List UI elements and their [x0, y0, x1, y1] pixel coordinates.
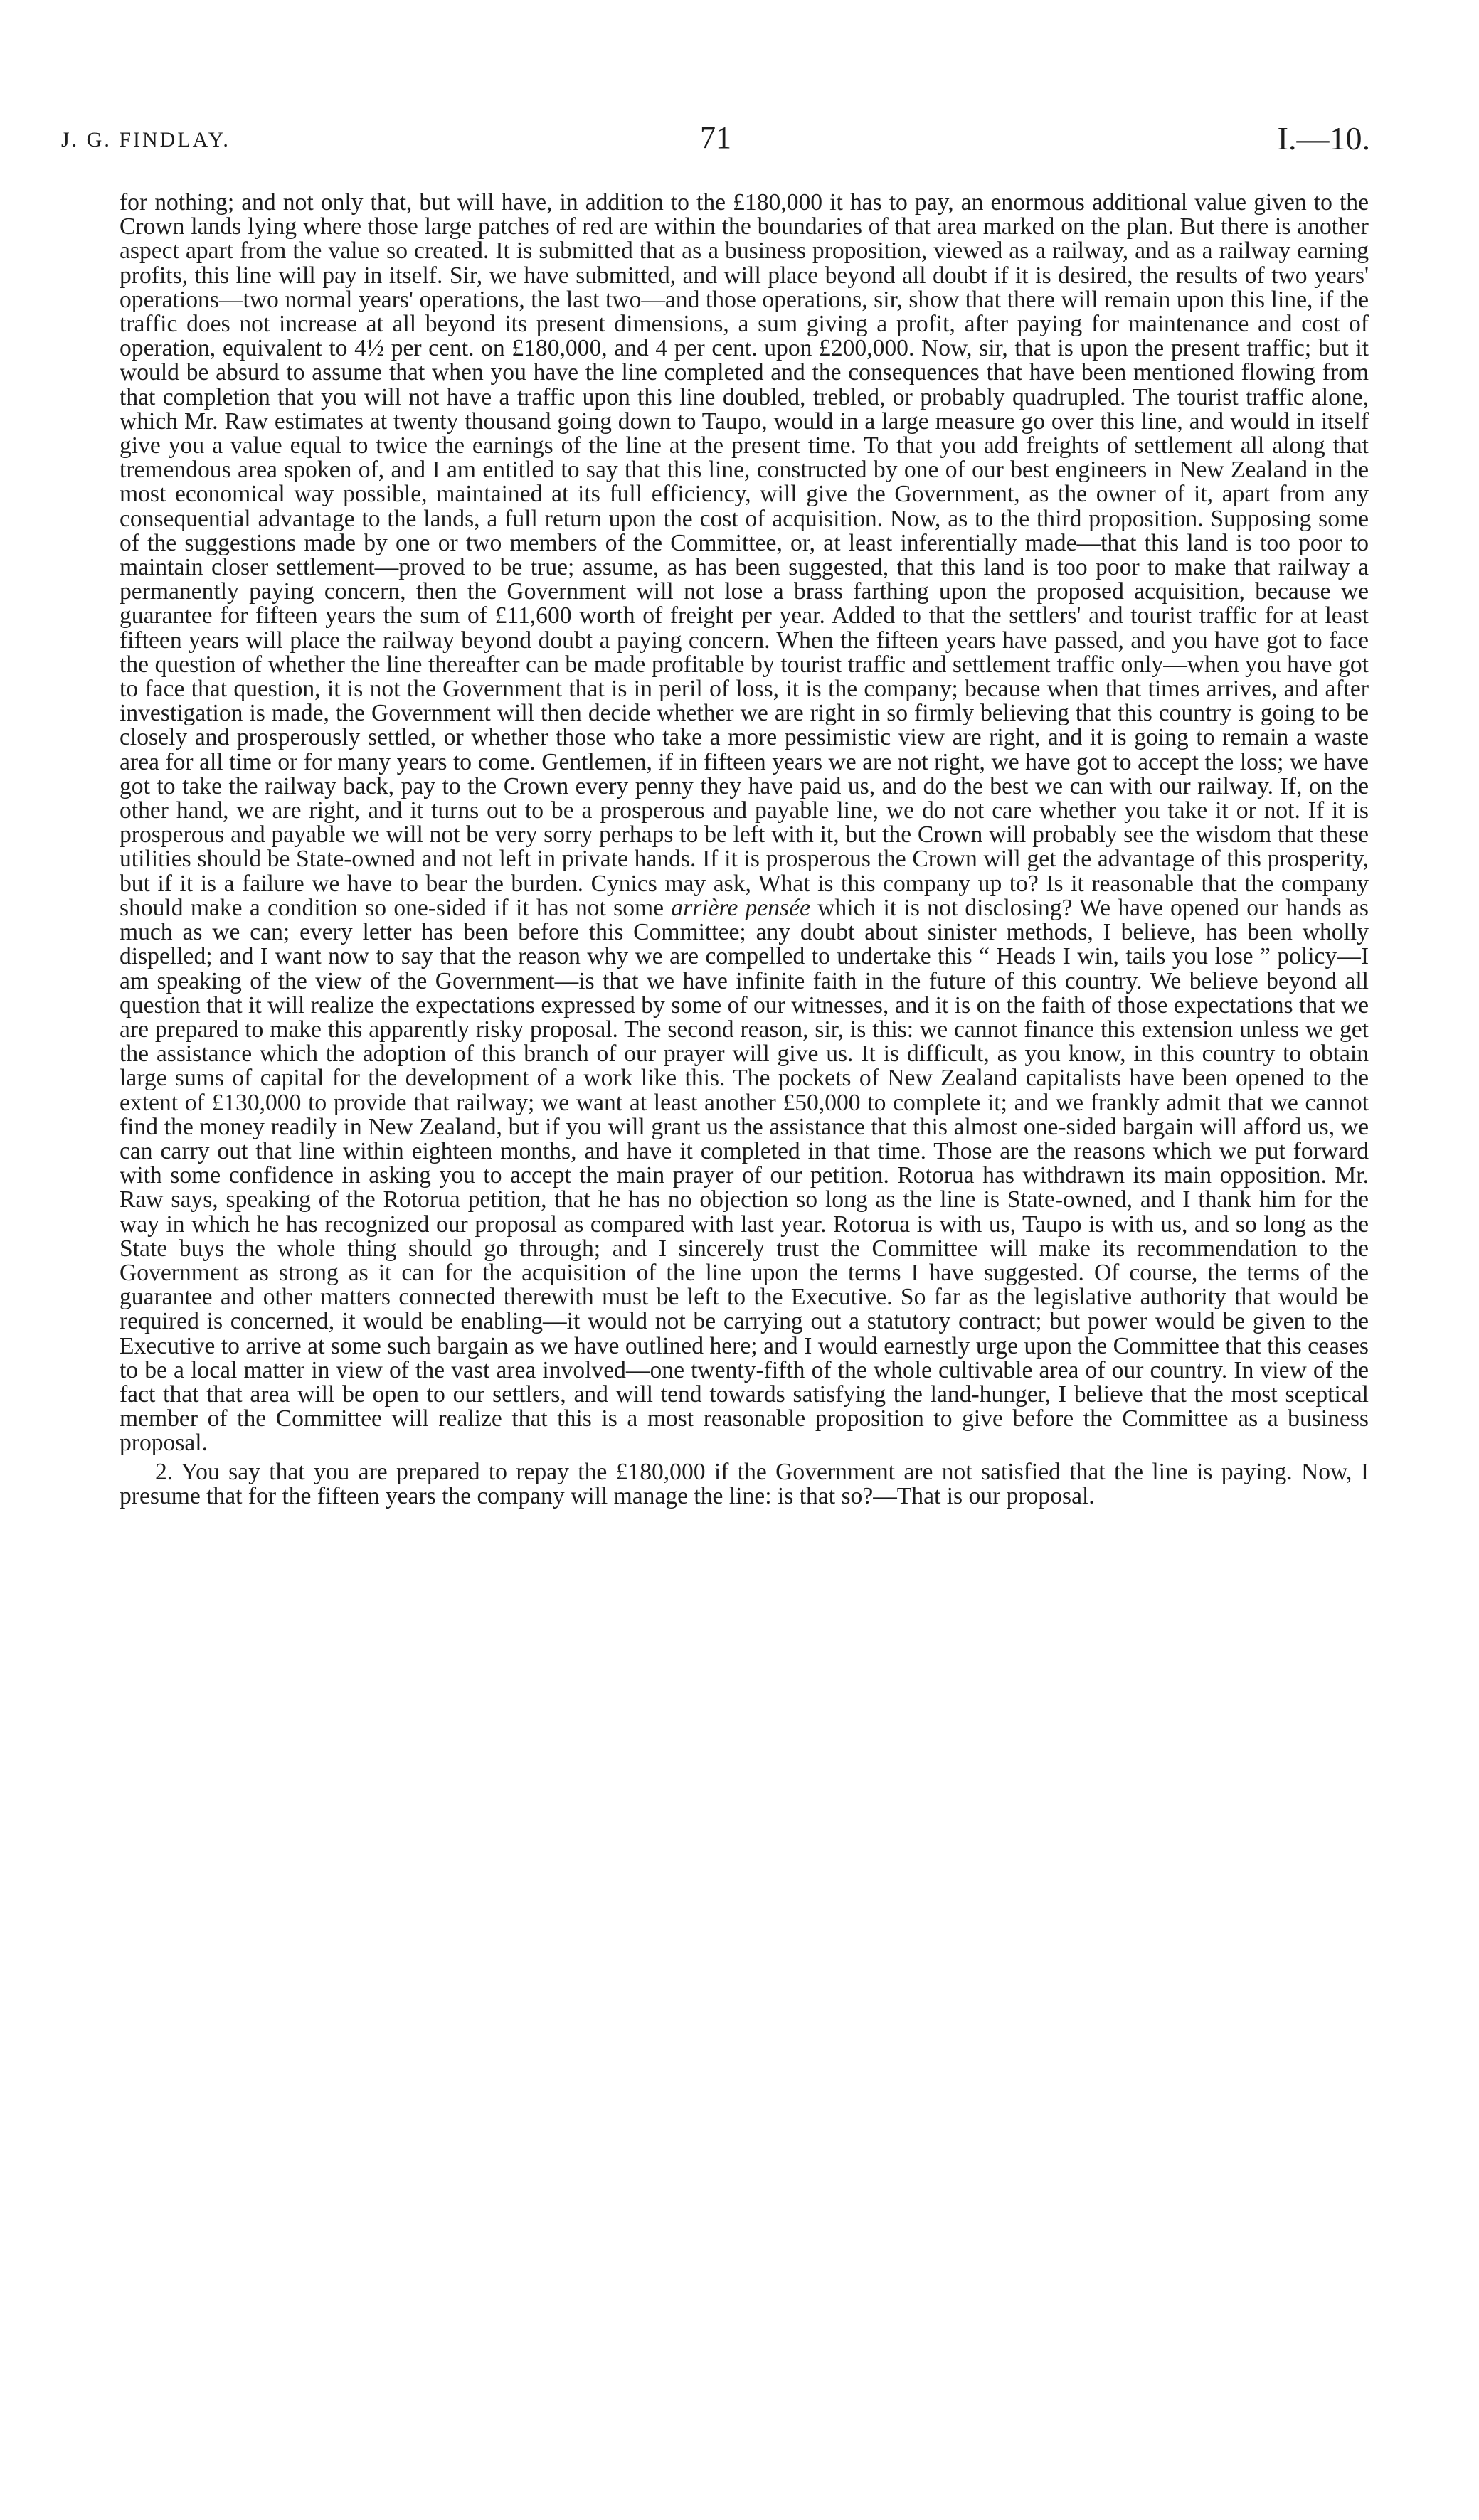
- foreign-phrase: arrière pensée: [671, 894, 810, 921]
- body-text: [120, 191, 1369, 1509]
- paragraph-evidence: [120, 191, 1369, 1456]
- page-number: 71: [700, 120, 731, 155]
- header-witness-name: J. G. FINDLAY.: [61, 128, 230, 151]
- page-header: [61, 119, 1370, 169]
- paragraph-text-end: which it is not disclosing? We have opened our hands as much as we can; every letter has been before this Committee; any doubt about sinister methods, I believe, has been wholly dispelled; and I want now to say that the reason why we are compelled to undertake this “ Heads I win, tails you lose ” policy—I am speaking of the view of the Government—is that we have infinite faith in the future of this country. We believe beyond all question that it will realize the expectations expressed by some of our witnesses, and it is on the faith of those expectations that we are prepared to make this apparently risky proposal. The second reason, sir, is this: we cannot finance this extension unless we get the assistance which the adoption of this branch of our prayer will give us. It is difficult, as you know, in this country to obtain large sums of capital for the development of a work like this. The pockets of New Zealand capitalists have been opened to the extent of £130,000 to provide that railway; we want at least another £50,000 to complete it; and we frankly admit that we cannot find the money readily in New Zealand, but if you will grant us the assistance that this almost one-sided bargain will afford us, we can carry out that line within eighteen months, and have it completed in that time. Those are the reasons which we put forward with some confidence in asking you to accept the main prayer of our petition. Rotorua has withdrawn its main opposition. Mr. Raw says, speaking of the Rotorua petition, that he has no objection so long as the line is State-owned, and I thank him for the way in which he has recognized our proposal as compared with last year. Rotorua is with us, Taupo is with us, and so long as the State buys the whole thing should go through; and I sincerely trust the Committee will make its recommendation to the Government as strong as it can for the acquisition of the line upon the terms I have suggested. Of course, the terms of the guarantee and other matters connected therewith must be left to the Executive. So far as the legislative authority that would be required is concerned, it would be enabling—it would not be carrying out a statutory contract; but power would be given to the Executive to arrive at some such bargain as we have outlined here; and I would earnestly urge upon the Committee that this ceases to be a local matter in view of the vast area involved—one twenty-fifth of the whole cultivable area of our country. In view of the fact that that area will be open to our settlers, and will tend towards satisfying the land-hunger, I believe that the most sceptical member of the Committee will realize that this is a most reasonable proposition to give before the Committee as a business proposal.: [120, 894, 1369, 1457]
- document-reference: I.—10.: [1277, 120, 1370, 156]
- paragraph-text-start: for nothing; and not only that, but will have, in addition to the £180,000 it has to pay, an enormous additional value given to the Crown lands lying where those large patches of red are within the boundaries of that area marked on the plan. But there is another aspect apart from the value so created. It is submitted that as a business proposition, viewed as a railway, and as a railway earning profits, this line will pay in itself. Sir, we have submitted, and will place beyond all doubt if it is desired, the results of two years' operations—two normal years' operations, the last two—and those operations, sir, show that there will remain upon this line, if the traffic does not increase at all beyond its present dimensions, a sum giving a profit, after paying for maintenance and cost of operation, equivalent to 4½ per cent. on £180,000, and 4 per cent. upon £200,000. Now, sir, that is upon the present traffic; but it would be absurd to assume that when you have the line completed and the consequences that have been mentioned flowing from that completion that you will not have a traffic upon this line doubled, trebled, or probably quadrupled. The tourist traffic alone, which Mr. Raw estimates at twenty thousand going down to Taupo, would in a large measure go over this line, and would in itself give you a value equal to twice the earnings of the line at the present time. To that you add freights of settlement all along that tremendous area spoken of, and I am entitled to say that this line, constructed by one of our best engineers in New Zealand in the most economical way possible, maintained at its full efficiency, will give the Government, as the owner of it, apart from any consequential advantage to the lands, a full return upon the cost of acquisition. Now, as to the third proposition. Supposing some of the suggestions made by one or two members of the Committee, or, at least inferentially made—that this land is too poor to maintain closer settlement—proved to be true; assume, as has been suggested, that this land is too poor to make that railway a permanently paying concern, then the Government will not lose a brass farthing upon the proposed acquisition, because we guarantee for fifteen years the sum of £11,600 worth of freight per year. Added to that the settlers' and tourist traffic for at least fifteen years will place the railway beyond doubt a paying concern. When the fifteen years have passed, and you have got to face the question of whether the line thereafter can be made profitable by tourist traffic and settlement traffic only—when you have got to face that question, it is not the Government that is in peril of loss, it is the company; because when that times arrives, and after investigation is made, the Government will then decide whether we are right in so firmly believing that this country is going to be closely and prosperously settled, or whether those who take a more pessimistic view are right, and it is going to remain a waste area for all time or for many years to come. Gentlemen, if in fifteen years we are not right, we have got to accept the loss; we have got to take the railway back, pay to the Crown every penny they have paid us, and do the best we can with our railway. If, on the other hand, we are right, and it turns out to be a prosperous and payable line, we do not care whether you take it or not. If it is prosperous and payable we will not be very sorry perhaps to be left with it, but the Crown will probably see the wisdom that these utilities should be State-owned and not left in private hands. If it is prosperous the Crown will get the advantage of this prosperity, but if it is a failure we have to bear the burden. Cynics may ask, What is this company up to? Is it reasonable that the company should make a condition so one-sided if it has not some: [120, 189, 1369, 921]
- paragraph-question-2: 2. You say that you are prepared to repay the £180,000 if the Government are not satisfied that the line is paying. Now, I presume that for the fifteen years the company will manage the line: is that so?—That is our proposal.: [120, 1458, 1369, 1509]
